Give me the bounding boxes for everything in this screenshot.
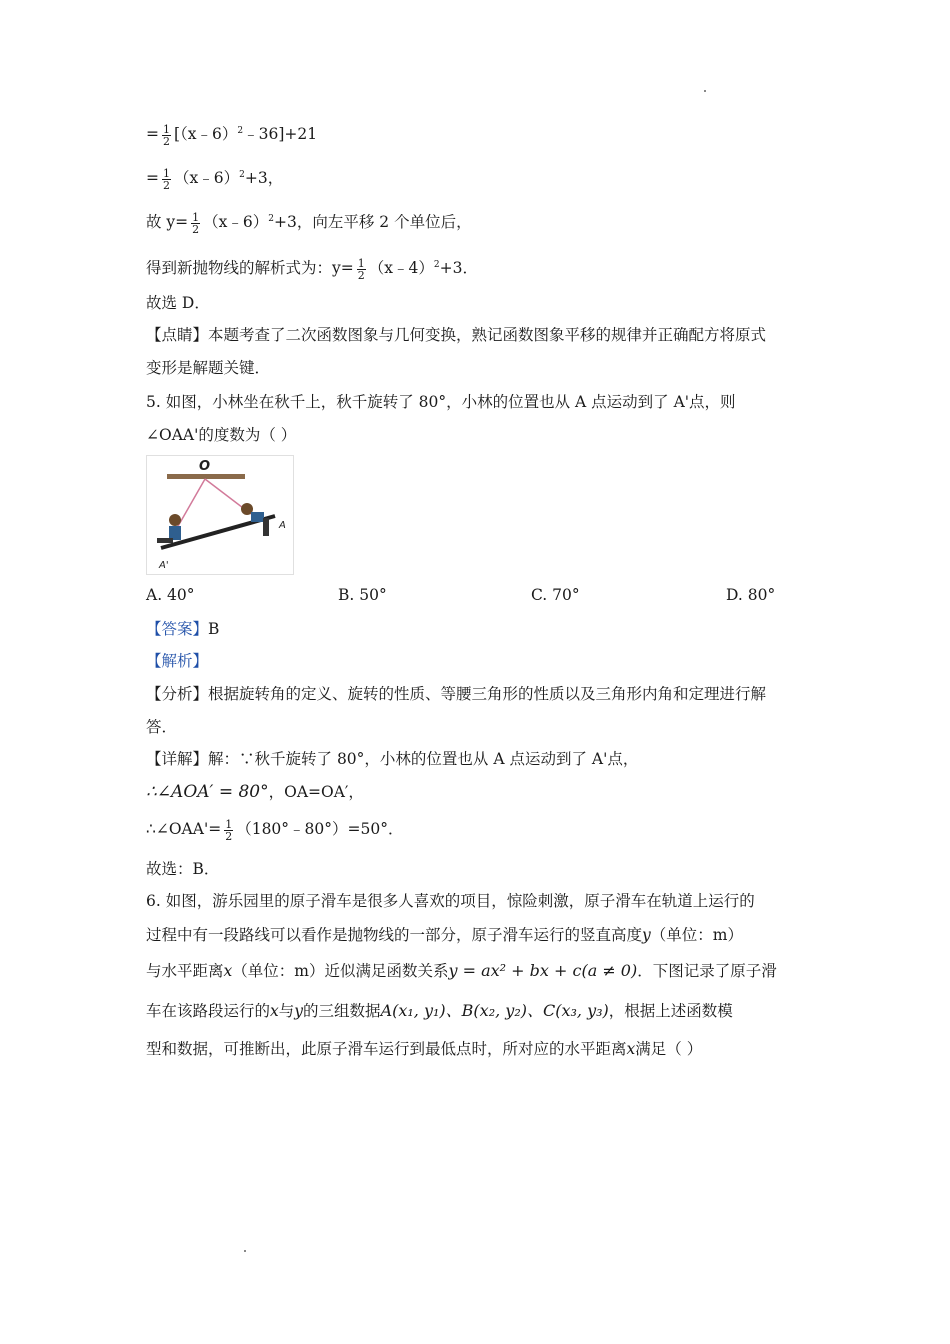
dianjing-text: 本题考查了二次函数图象与几何变换，熟记函数图象平移的规律并正确配方将原式 bbox=[208, 326, 767, 344]
fraction-denominator: 2 bbox=[163, 134, 170, 148]
person-a-prime-icon bbox=[157, 514, 181, 543]
exponent: 2 bbox=[268, 214, 275, 224]
text: （x﹣6） bbox=[203, 213, 269, 232]
fraction-denominator: 2 bbox=[225, 829, 233, 843]
rope-left bbox=[177, 479, 205, 528]
choice-line: 故选：B． bbox=[146, 860, 220, 878]
function-formula: y = ax² + bx + c(a ≠ 0) bbox=[448, 961, 638, 980]
fenxi-line-2: 答． bbox=[146, 718, 178, 736]
person-a-icon bbox=[241, 503, 269, 536]
exponent: 2 bbox=[237, 126, 244, 136]
answer-tag: 【答案】 bbox=[146, 620, 209, 638]
swing-figure bbox=[146, 455, 294, 575]
detail-tag: 【详解】 bbox=[146, 750, 209, 768]
fraction-denominator: 2 bbox=[163, 178, 170, 192]
detail-text: 解：∵秋千旋转了 80°，小林的位置也从 A 点运动到了 A'点， bbox=[208, 750, 639, 768]
text: ．下图记录了原子滑 bbox=[637, 962, 777, 980]
label-o: O bbox=[199, 459, 211, 474]
fraction-denominator: 2 bbox=[192, 222, 200, 236]
fenxi-line bbox=[146, 683, 766, 705]
conclusion-line: 故选 D． bbox=[146, 294, 210, 312]
question-6-line-1: 6. 如图，游乐园里的原子滑车是很多人喜欢的项目，惊险刺激，原子滑车在轨道上运行的 bbox=[146, 892, 755, 910]
solution-line-4 bbox=[146, 254, 478, 281]
dianjing-line-2: 变形是解题关键． bbox=[146, 359, 271, 377]
fraction-numerator: 1 bbox=[163, 122, 170, 136]
fraction bbox=[191, 212, 200, 235]
text: +3， bbox=[244, 169, 284, 188]
text: 与水平距离 bbox=[146, 962, 224, 980]
question-6-line-3 bbox=[146, 960, 777, 982]
text: 的三组数据 bbox=[303, 1002, 381, 1020]
question-6-line-4 bbox=[146, 1000, 733, 1022]
text: （单位：m） bbox=[650, 926, 743, 944]
text: （x﹣4） bbox=[368, 259, 434, 278]
scan-dot bbox=[704, 90, 706, 92]
swing-beam bbox=[167, 474, 245, 479]
text: 故 y= bbox=[146, 213, 189, 232]
fraction bbox=[162, 124, 171, 147]
text: +3． bbox=[439, 259, 478, 278]
text: （x﹣6） bbox=[174, 169, 240, 188]
scan-dot bbox=[244, 1250, 246, 1252]
fraction-numerator: 1 bbox=[225, 817, 233, 831]
exponent: 2 bbox=[239, 170, 245, 180]
label-a: A bbox=[279, 520, 286, 531]
text: 车在该路段运行的 bbox=[146, 1002, 271, 1020]
swing-illustration bbox=[147, 456, 293, 574]
text: = bbox=[146, 169, 159, 188]
step-1-text: ，OA=OA′， bbox=[268, 783, 364, 801]
solution-line-3 bbox=[146, 208, 472, 235]
solution-line-1 bbox=[146, 120, 317, 147]
text: 得到新抛物线的解析式为：y= bbox=[146, 259, 354, 278]
text: [（x﹣6） bbox=[174, 125, 238, 144]
analysis-tag-line bbox=[146, 650, 208, 672]
option-b[interactable]: B. 50° bbox=[338, 586, 387, 604]
answer-value: B bbox=[208, 620, 220, 638]
option-a[interactable]: A. 40° bbox=[146, 586, 195, 604]
text: （180°﹣80°）=50°． bbox=[236, 820, 404, 838]
text: 过程中有一段路线可以看作是抛物线的一部分，原子滑车运行的竖直高度 bbox=[146, 926, 643, 944]
fraction-numerator: 1 bbox=[163, 166, 170, 180]
text: 满足（ ） bbox=[635, 1040, 703, 1058]
exponent: 2 bbox=[433, 260, 440, 270]
question-6-line-5 bbox=[146, 1038, 702, 1060]
variable: x bbox=[223, 962, 233, 980]
text: ﹣36]+21 bbox=[243, 125, 318, 144]
fraction bbox=[162, 168, 171, 191]
fenxi-text: 根据旋转角的定义、旋转的性质、等腰三角形的性质以及三角形内角和定理进行解 bbox=[208, 685, 767, 703]
question-5-stem-2: ∠OAA'的度数为（ ） bbox=[146, 426, 297, 444]
fraction bbox=[357, 258, 366, 281]
text: = bbox=[146, 125, 159, 144]
question-5-stem: 5. 如图，小林坐在秋千上，秋千旋转了 80°，小林的位置也从 A 点运动到了 A'点，则 bbox=[146, 393, 736, 411]
fraction bbox=[224, 819, 233, 842]
option-c[interactable]: C. 70° bbox=[531, 586, 580, 604]
solution-line-2 bbox=[146, 164, 283, 191]
step-1-line bbox=[146, 781, 364, 803]
dianjing-tag: 【点睛】 bbox=[146, 326, 209, 344]
detail-line bbox=[146, 748, 638, 770]
step-2-line bbox=[146, 818, 403, 842]
data-points: A(x₁, y₁)、B(x₂, y₂)、C(x₃, y₃) bbox=[380, 1001, 609, 1020]
analysis-tag: 【解析】 bbox=[146, 652, 209, 670]
variable: y bbox=[294, 1002, 304, 1020]
text: （单位：m）近似满足函数关系 bbox=[232, 962, 449, 980]
question-6-line-2 bbox=[146, 924, 743, 946]
fraction-numerator: 1 bbox=[192, 210, 200, 224]
fraction-numerator: 1 bbox=[357, 256, 365, 270]
answer-line bbox=[146, 618, 219, 640]
text: ∴∠OAA'= bbox=[146, 820, 222, 838]
fenxi-tag: 【分析】 bbox=[146, 685, 209, 703]
dianjing-line bbox=[146, 324, 766, 346]
variable: x bbox=[270, 1002, 279, 1020]
variable: y bbox=[642, 926, 651, 944]
text: 型和数据，可推断出，此原子滑车运行到最低点时，所对应的水平距离 bbox=[146, 1040, 627, 1058]
text: 与 bbox=[278, 1002, 295, 1020]
variable: x bbox=[626, 1040, 636, 1058]
label-a-prime: A' bbox=[159, 560, 169, 571]
text: +3，向左平移 2 个单位后， bbox=[274, 213, 472, 232]
text: ，根据上述函数模 bbox=[608, 1002, 733, 1020]
step-1-math: ∴∠AOA′ = 80° bbox=[146, 782, 269, 802]
option-d[interactable]: D. 80° bbox=[726, 586, 776, 604]
fraction-denominator: 2 bbox=[357, 268, 365, 282]
